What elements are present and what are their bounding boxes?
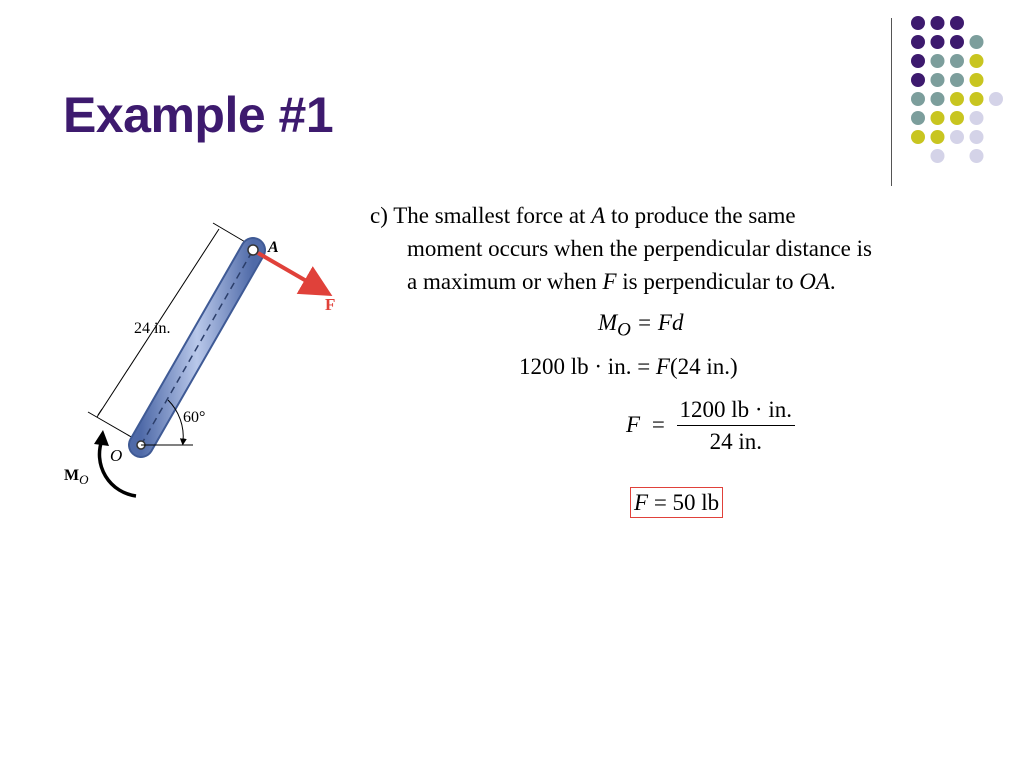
decorative-dot bbox=[970, 111, 984, 125]
fraction-numerator: 1200 lb · in. bbox=[677, 395, 795, 426]
decorative-dot bbox=[911, 16, 925, 30]
decorative-dot bbox=[911, 92, 925, 106]
pin-a bbox=[248, 245, 258, 255]
decorative-dot bbox=[970, 92, 984, 106]
decorative-dot bbox=[970, 54, 984, 68]
decorative-dot bbox=[931, 149, 945, 163]
decorative-dot bbox=[911, 54, 925, 68]
decorative-dot bbox=[989, 92, 1003, 106]
equation-moment-definition: $M_O = Fd$ bbox=[598, 310, 684, 341]
decorative-dot bbox=[970, 35, 984, 49]
text-line-1: c) The smallest force at A to produce the same bbox=[370, 203, 796, 228]
decorative-dot bbox=[931, 111, 945, 125]
moment-arrowhead bbox=[94, 430, 109, 446]
text-line-2: moment occurs when the perpendicular distance is bbox=[407, 236, 872, 261]
decorative-divider bbox=[891, 18, 892, 186]
decorative-dot bbox=[911, 35, 925, 49]
decorative-dot bbox=[931, 35, 945, 49]
fraction bbox=[677, 395, 795, 458]
label-length: 24 in. bbox=[134, 320, 171, 337]
result-box: F = 50 lb bbox=[630, 487, 723, 518]
decorative-dot bbox=[970, 73, 984, 87]
decorative-dot-grid bbox=[0, 0, 1024, 200]
decorative-dot bbox=[950, 92, 964, 106]
decorative-dot bbox=[950, 130, 964, 144]
decorative-dot bbox=[950, 73, 964, 87]
lever-diagram bbox=[50, 210, 360, 510]
explanation-text bbox=[370, 199, 1010, 298]
decorative-dot bbox=[970, 130, 984, 144]
force-arrow bbox=[258, 253, 322, 290]
decorative-dot bbox=[911, 130, 925, 144]
fraction-denominator: 24 in. bbox=[709, 429, 762, 454]
decorative-dot bbox=[911, 73, 925, 87]
label-f: F bbox=[325, 295, 336, 314]
decorative-dot bbox=[931, 130, 945, 144]
decorative-dot bbox=[950, 35, 964, 49]
decorative-dot bbox=[931, 16, 945, 30]
decorative-dot bbox=[931, 92, 945, 106]
label-m: $M_O$ bbox=[64, 467, 89, 487]
decorative-dot bbox=[970, 149, 984, 163]
decorative-dot bbox=[950, 54, 964, 68]
label-angle: 60° bbox=[183, 409, 206, 426]
decorative-dot bbox=[950, 16, 964, 30]
decorative-dot bbox=[950, 111, 964, 125]
decorative-dot bbox=[931, 54, 945, 68]
decorative-dot bbox=[931, 73, 945, 87]
text-line-3: a maximum or when F is perpendicular to OA. bbox=[407, 269, 836, 294]
equation-substitution: 1200 lb · in. = F(24 in.) bbox=[519, 354, 738, 379]
label-o: O bbox=[110, 446, 123, 465]
decorative-dot bbox=[911, 111, 925, 125]
slide-title: Example #1 bbox=[63, 87, 334, 143]
equation-solve-force: F = $\frac{1200 lb \cdot in.}{24 in.}$ bbox=[626, 395, 795, 458]
label-a: A bbox=[268, 239, 279, 256]
